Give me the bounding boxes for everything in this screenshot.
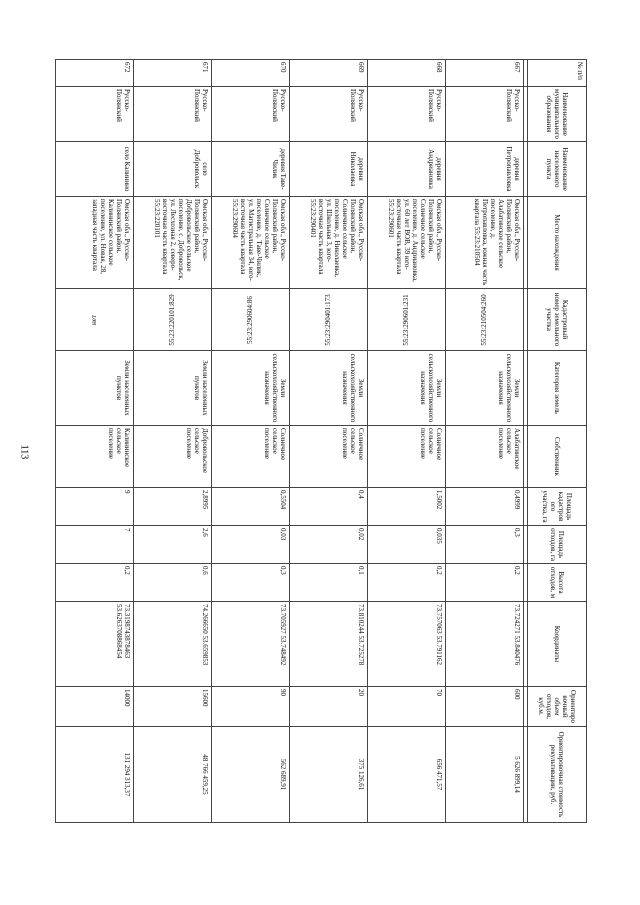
cell-category: Земли населенных пунктов [134, 351, 212, 426]
cell-category: Земли сельскохозяйственного назначения [446, 351, 524, 426]
cell-dump-area: 2,6 [134, 526, 212, 564]
cell-num: 669 [290, 60, 368, 87]
header-location: Место нахождения [528, 197, 587, 289]
cell-category: Земли населенных пунктов [56, 351, 134, 426]
cell-cost: 375 126,61 [290, 727, 368, 823]
header-municipality: Наименование муниципального образования [528, 87, 587, 142]
cell-municipality: Русско-Полянский [446, 87, 524, 142]
cell-volume: 600 [446, 687, 524, 727]
cell-cost: 562 689,91 [212, 727, 290, 823]
cell-owner: Алабатинское сельское поселение [446, 426, 524, 488]
cell-volume: 14000 [56, 687, 134, 727]
table-row [134, 60, 212, 823]
cell-location: Омская обл., Русско-Полянский район, Солнечное сельское поселение, д. Таве-Чилик, ул. Магистральная 34, юго-восточная часть квартала 55:23:290604 [212, 197, 290, 289]
cell-location: Омская обл., Русско-Полянский район, Добровольское сельское поселение, с. Добровольск, ул. Лесхозная 2, северо-восточная часть квартала 55:23:220101 [134, 197, 212, 289]
cadastral-text: 55:23:210504:260 [480, 293, 489, 346]
cell-cadastral [134, 289, 212, 351]
cadastral-text: 55:23:290401:173 [324, 293, 333, 346]
cell-dump-height: 0,2 [56, 564, 134, 602]
cell-owner: Солнечное сельское поселение [290, 426, 368, 488]
cell-volume: 90 [212, 687, 290, 727]
cell-dump-area: 0,035 [368, 526, 446, 564]
cell-owner: Солнечное сельское поселение [368, 426, 446, 488]
cadastral-text: нет [90, 314, 99, 325]
cell-municipality: Русско-Полянский [134, 87, 212, 142]
table-row [56, 60, 134, 823]
cell-location: Омская обл., Русско-Полянский район, Солнечное сельское поселение, д. Николаевка, ул. Школьная 3, юго-восточная часть квартала 55:23:290401 [290, 197, 368, 289]
header-plot-area: Площадь кадастрового участка, га [528, 488, 587, 526]
cell-cadastral [212, 289, 290, 351]
table-row [290, 60, 368, 823]
cell-num: 667 [446, 60, 524, 87]
cell-category: Земли сельскохозяйственного назначения [290, 351, 368, 426]
header-cost: Ориентировочная стоимость рекультивации, руб. [528, 727, 587, 823]
cell-plot-area: 1,5002 [368, 488, 446, 526]
cell-volume: 15600 [134, 687, 212, 727]
cell-owner: Солнечное сельское поселение [212, 426, 290, 488]
cell-dump-height: 0,2 [446, 564, 524, 602]
landfill-register-table [55, 59, 587, 823]
cell-dump-height: 0,1 [290, 564, 368, 602]
cell-coords: 73.810244 53.725278 [290, 602, 368, 687]
cell-cadastral [290, 289, 368, 351]
cell-cost: 48 766 459,25 [134, 727, 212, 823]
header-num: № п/п [528, 60, 587, 87]
cell-num: 670 [212, 60, 290, 87]
cell-dump-height: 0,2 [368, 564, 446, 602]
cell-dump-height: 0,6 [134, 564, 212, 602]
cell-location: Омская обл., Русско-Полянский район, Алабатинское сельское поселение, д. Петропавловка, южная часть квартала 55:23:210504 [446, 197, 524, 289]
cell-settlement: село Калинино [56, 142, 134, 197]
header-cadastral: Кадастровый номер земельного участка [528, 289, 587, 351]
cell-settlement: деревня Петропавловка [446, 142, 524, 197]
cell-plot-area: 2,8995 [134, 488, 212, 526]
cell-cost: 131 294 313,37 [56, 727, 134, 823]
cell-municipality: Русско-Полянский [212, 87, 290, 142]
cell-settlement: село Добровольск [134, 142, 212, 197]
table-row [446, 60, 524, 823]
cell-coords: 73.757063 53.791162 [368, 602, 446, 687]
rotated-table-container [82, 59, 587, 822]
cell-coords: 73.705927 53.748492 [212, 602, 290, 687]
cell-municipality: Русско-Полянский [368, 87, 446, 142]
cell-dump-area: 0,3 [446, 526, 524, 564]
cell-num: 671 [134, 60, 212, 87]
header-settlement: Наименование населенного пункта [528, 142, 587, 197]
cell-category: Земли сельскохозяйственного назначения [368, 351, 446, 426]
cell-settlement: деревня Николаевка [290, 142, 368, 197]
cell-coords: 73.3198743878463 53.6263708868454 [56, 602, 134, 687]
header-dump-height: Высота отходов, м [528, 564, 587, 602]
cell-location: Омская обл., Русско-Полянский район, Солнечное сельское поселение, д. Андриановка, ул. 60 лет ВОВ, 39 юго-восточная часть квартала 55:23:290601 [368, 197, 446, 289]
header-row [528, 60, 587, 823]
cell-cost: 5 626 899,14 [446, 727, 524, 823]
cell-coords: 73.724271 53.840476 [446, 602, 524, 687]
cell-cost: 656 471,57 [368, 727, 446, 823]
cell-num: 672 [56, 60, 134, 87]
cadastral-text: 55:23:220101:829 [168, 293, 177, 346]
cell-location: Омская обл., Русско-Полянский район, Калининское сельское поселение, ул. Новая, 28, западная часть квартала [56, 197, 134, 289]
cell-owner: Добровольское сельское поселение [134, 426, 212, 488]
cell-category: Земли сельскохозяйственного назначения [212, 351, 290, 426]
header-spacer-row [524, 60, 528, 823]
cell-cadastral [56, 289, 134, 351]
cell-dump-area: 0,02 [290, 526, 368, 564]
cell-dump-height: 0,3 [212, 564, 290, 602]
cell-settlement: деревня Таве-Чилик [212, 142, 290, 197]
cell-municipality: Русско-Полянский [290, 87, 368, 142]
header-category: Категория земель [528, 351, 587, 426]
cell-settlement: деревня Андриановка [368, 142, 446, 197]
cell-coords: 74.266650 53.659853 [134, 602, 212, 687]
cell-volume: 70 [368, 687, 446, 727]
page-number: 113 [18, 444, 30, 460]
cell-plot-area: 0,4999 [446, 488, 524, 526]
header-coords: Координаты [528, 602, 587, 687]
header-dump-area: Площадь отходов, га [528, 526, 587, 564]
table-row [212, 60, 290, 823]
cell-owner: Калининское сельское поселение [56, 426, 134, 488]
cell-num: 668 [368, 60, 446, 87]
cell-dump-area: 0,03 [212, 526, 290, 564]
header-owner: Собственник [528, 426, 587, 488]
table-row [368, 60, 446, 823]
cell-volume: 20 [290, 687, 368, 727]
cell-cadastral [368, 289, 446, 351]
cadastral-text: 55:23:290604:86 [246, 295, 255, 344]
cell-plot-area: 9 [56, 488, 134, 526]
cell-plot-area: 0,5504 [212, 488, 290, 526]
cell-cadastral [446, 289, 524, 351]
cell-plot-area: 0,4 [290, 488, 368, 526]
cell-dump-area: 7 [56, 526, 134, 564]
header-volume: Ориентировочный объем отходов, куб.м. [528, 687, 587, 727]
cell-municipality: Русско-Полянский [56, 87, 134, 142]
cadastral-text: 55:23:290601:231 [402, 293, 411, 346]
